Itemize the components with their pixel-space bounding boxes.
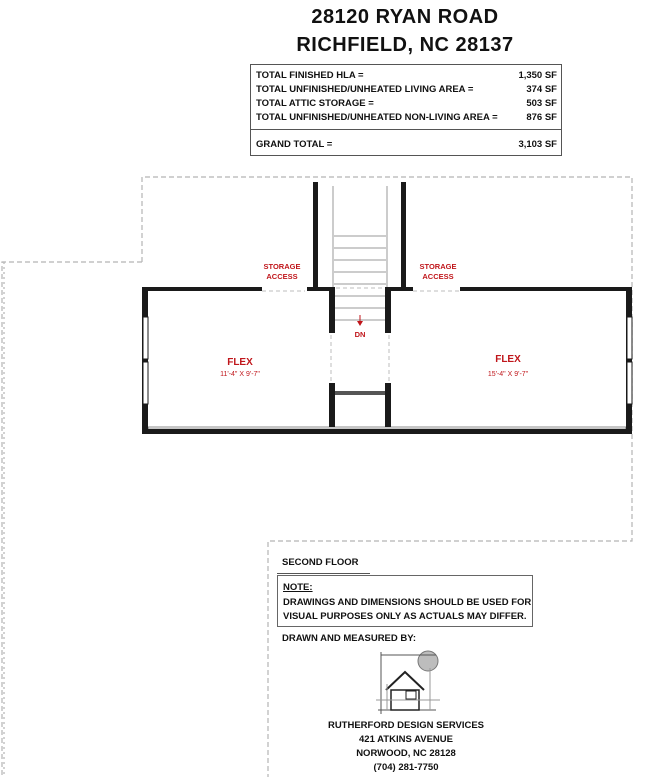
- area-label: TOTAL FINISHED HLA =: [256, 70, 364, 81]
- grand-total-value: 3,103 SF: [518, 139, 557, 150]
- note-line: DRAWINGS AND DIMENSIONS SHOULD BE USED FOR: [283, 597, 532, 608]
- address-line-2: RICHFIELD, NC 28137: [296, 34, 514, 56]
- company-city: NORWOOD, NC 28128: [356, 748, 456, 759]
- stair-wall-right: [401, 182, 406, 288]
- rutherford-design-house-logo: [376, 651, 440, 714]
- floor-label-underline: [277, 573, 370, 574]
- room-name: FLEX: [227, 357, 253, 368]
- storage-access-label-left: STORAGE: [263, 262, 301, 271]
- area-value: 503 SF: [526, 98, 557, 109]
- room-name: FLEX: [495, 354, 521, 365]
- walls: [142, 287, 632, 434]
- stair-down-label: DN: [354, 330, 366, 339]
- stair-arrow-head: [357, 321, 363, 326]
- storage-access-label-right: STORAGE: [419, 262, 457, 271]
- area-label: TOTAL ATTIC STORAGE =: [256, 98, 374, 109]
- note-heading: NOTE:: [283, 582, 313, 593]
- disclaimer-note: [277, 575, 533, 627]
- area-value: 876 SF: [526, 112, 557, 123]
- area-label: TOTAL UNFINISHED/UNHEATED LIVING AREA =: [256, 84, 474, 95]
- stair-wall-left: [313, 182, 318, 288]
- storage-access-label-right: ACCESS: [422, 272, 454, 281]
- area-value: 1,350 SF: [518, 70, 557, 81]
- room-dimensions: 15'-4" X 9'-7": [487, 371, 529, 378]
- area-value: 374 SF: [526, 84, 557, 95]
- note-line: VISUAL PURPOSES ONLY AS ACTUALS MAY DIFFER.: [283, 611, 527, 622]
- address-line-1: 28120 RYAN ROAD: [311, 6, 499, 28]
- drawn-by-label: DRAWN AND MEASURED BY:: [282, 633, 417, 644]
- stair-treads: [333, 186, 387, 331]
- company-street: 421 ATKINS AVENUE: [359, 734, 453, 745]
- floor-edge: [148, 427, 626, 429]
- company-phone: (704) 281-7750: [373, 762, 439, 773]
- grand-total-label: GRAND TOTAL =: [256, 139, 333, 150]
- room-dimensions: 11'-4" X 9'-7": [220, 371, 260, 378]
- floor-label: SECOND FLOOR: [282, 557, 359, 568]
- area-label: TOTAL UNFINISHED/UNHEATED NON-LIVING AREA =: [256, 112, 498, 123]
- company-name: RUTHERFORD DESIGN SERVICES: [327, 720, 485, 731]
- storage-access-label-left: ACCESS: [266, 272, 298, 281]
